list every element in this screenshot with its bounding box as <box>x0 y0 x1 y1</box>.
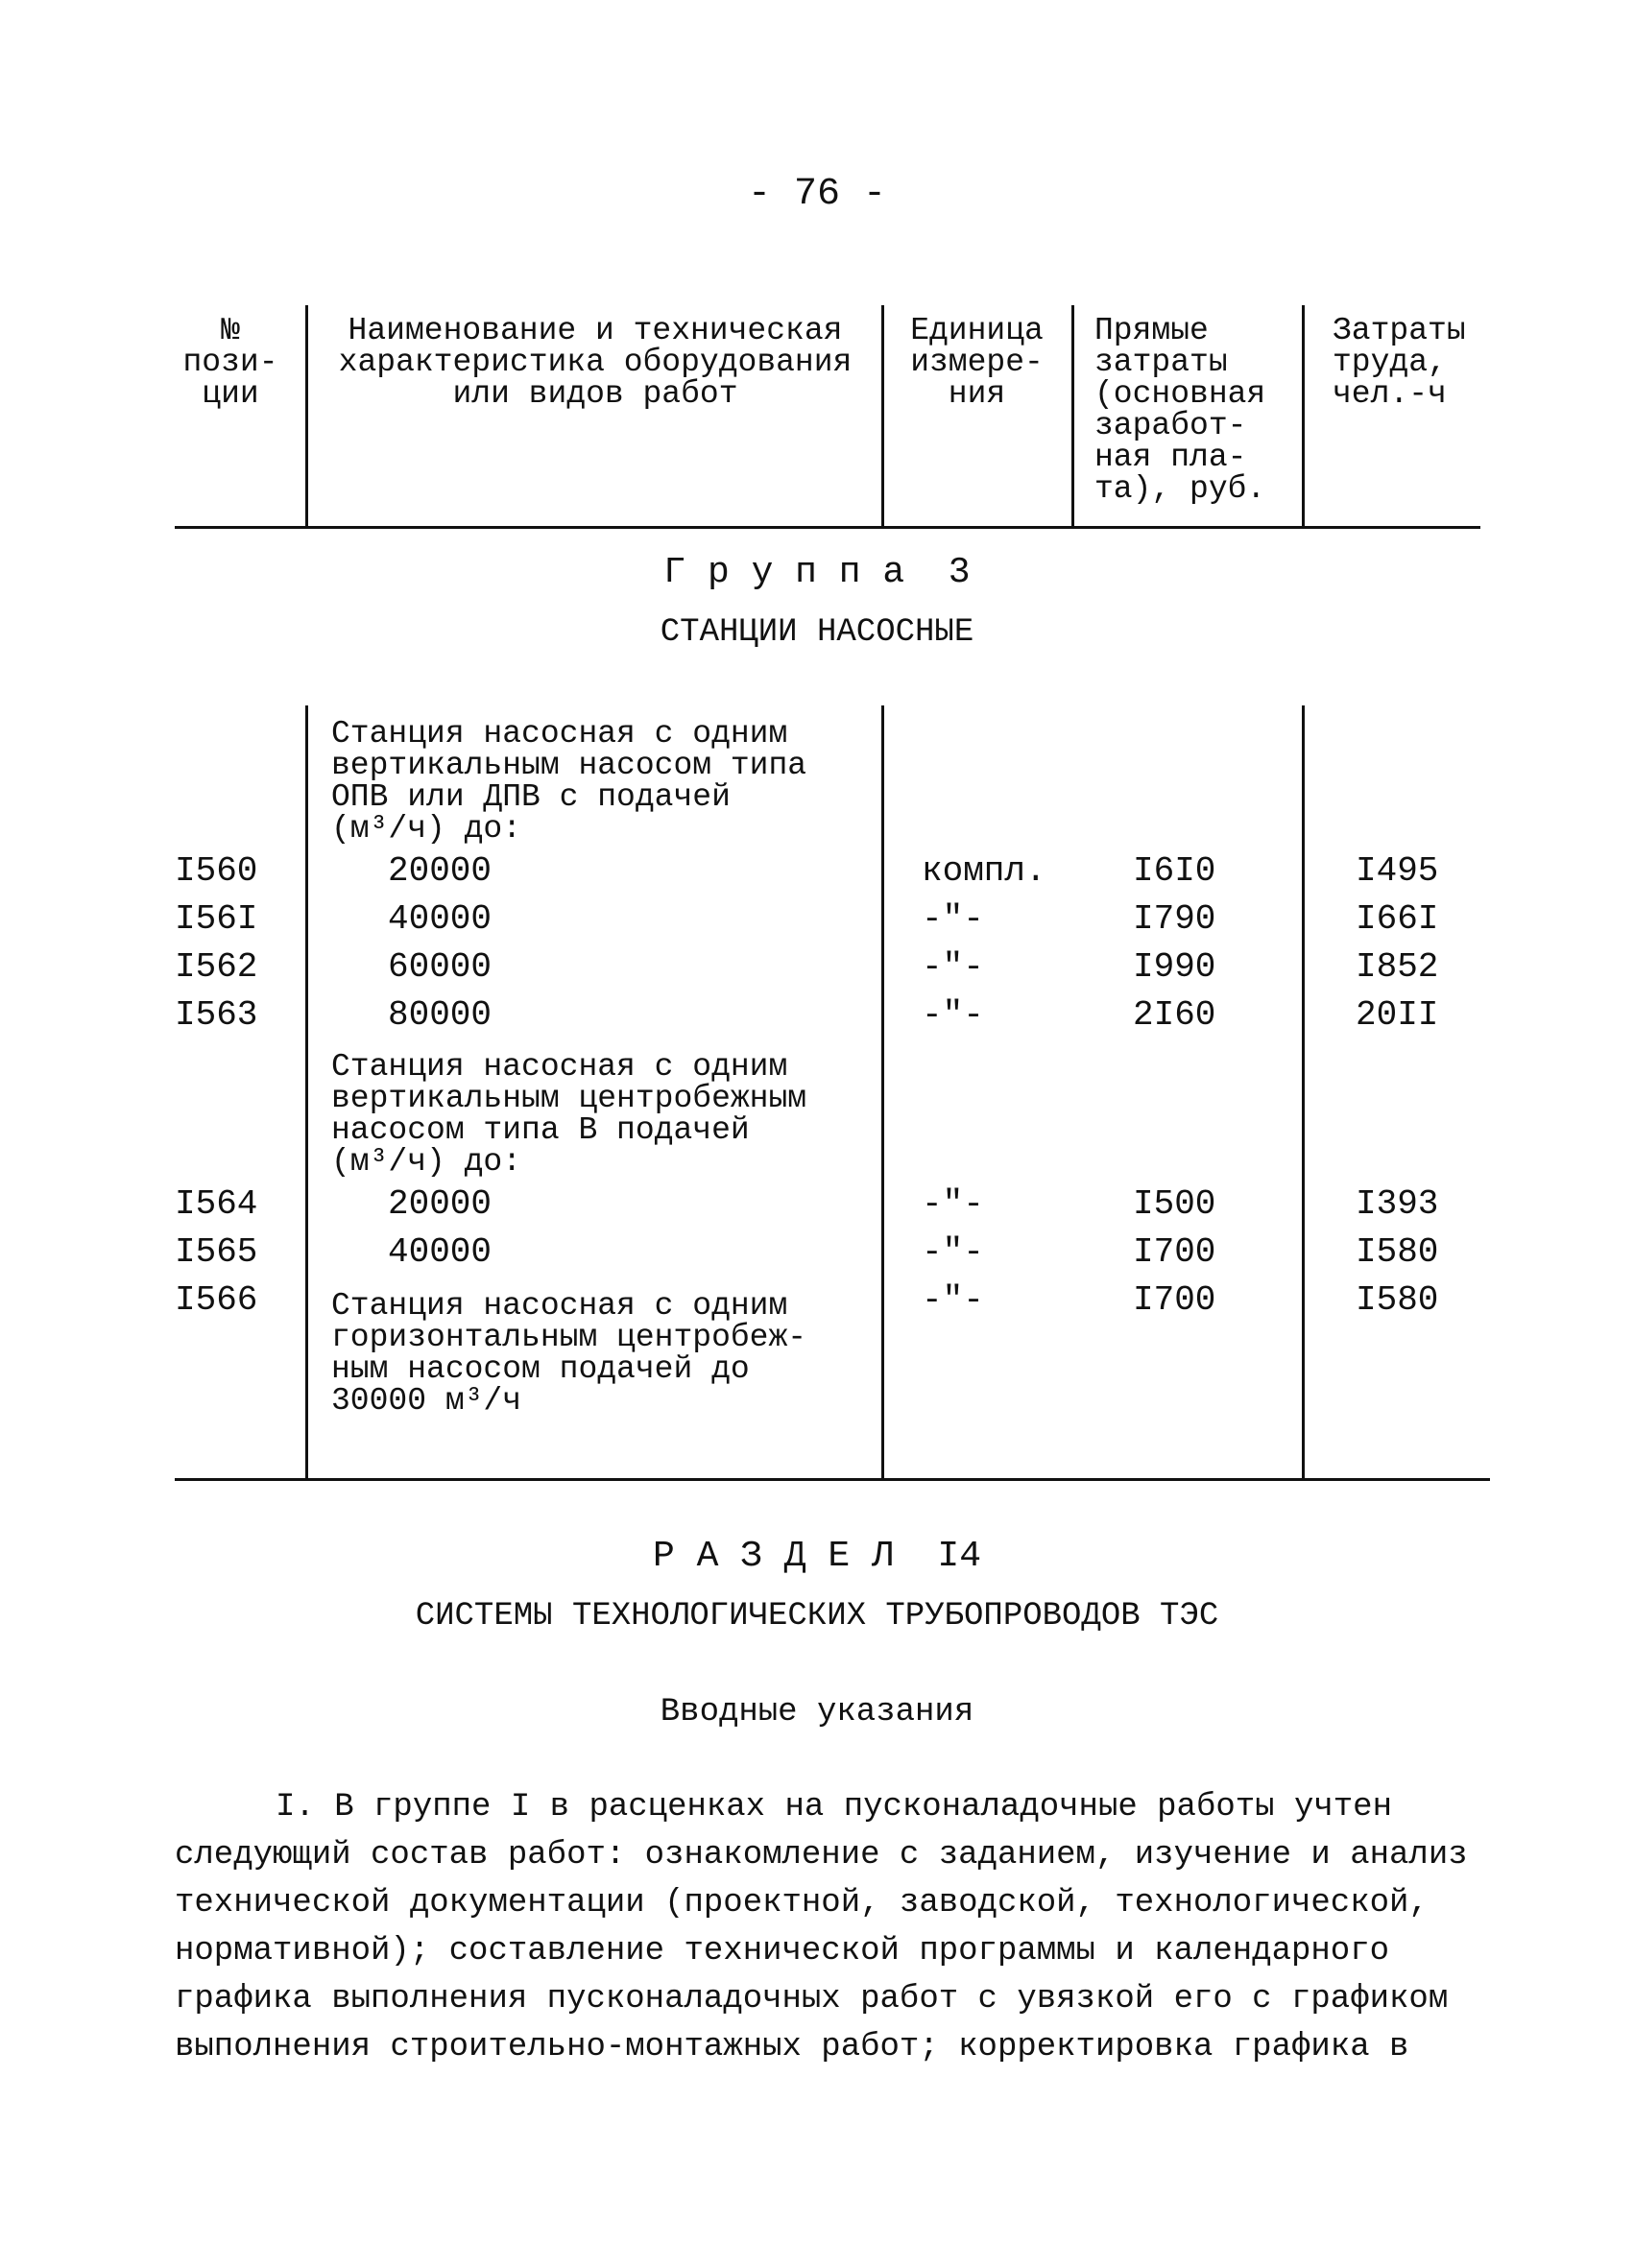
table-row <box>0 943 1634 991</box>
paragraph-line: I. В группе I в расценках на пусконаладочные работы учтен <box>276 1789 1392 1826</box>
table-row <box>0 991 1634 1039</box>
row-name: 20000 <box>388 851 493 891</box>
row-cost: 2I60 <box>1133 995 1216 1035</box>
row-cost: I500 <box>1133 1184 1216 1224</box>
row-position: I563 <box>175 995 258 1035</box>
group-title: Г р у п п а 3 <box>663 552 971 593</box>
table-bottom-rule <box>175 1478 1490 1481</box>
header-col-unit: Единица измере- ния <box>910 313 1044 412</box>
group-description-2: Станция насосная с одним вертикальным центробежным насосом типа В подачей (м³/ч) до: <box>331 1049 807 1180</box>
body-divider-1 <box>305 705 308 1481</box>
body-divider-2 <box>881 705 884 1481</box>
row-position: I565 <box>175 1232 258 1272</box>
row-cost: I990 <box>1133 947 1216 987</box>
header-col-position: № пози- ции <box>182 313 278 412</box>
row-name: 40000 <box>388 1232 493 1272</box>
row-unit: -"- <box>922 1232 984 1272</box>
table-row <box>0 1181 1634 1229</box>
paragraph-line: графика выполнения пусконаладочных работ с увязкой его с графиком <box>175 1981 1449 2017</box>
header-col-cost: Прямые затраты (основная заработ- ная пла- та), руб. <box>1094 313 1266 507</box>
group-subtitle: СТАНЦИИ НАСОСНЫЕ <box>660 614 974 651</box>
paragraph-line: технической документации (проектной, заводской, технологической, <box>175 1885 1429 1922</box>
row-unit: -"- <box>922 1184 984 1224</box>
paragraph-line: выполнения строительно-монтажных работ; корректировка графика в <box>175 2029 1409 2065</box>
row-position: I566 <box>175 1280 258 1320</box>
row-cost: I700 <box>1133 1280 1216 1320</box>
row-name: 40000 <box>388 899 493 939</box>
row-name: 60000 <box>388 947 493 987</box>
row-unit: -"- <box>922 1280 984 1320</box>
row-name: 20000 <box>388 1184 493 1224</box>
row-labor: I580 <box>1356 1280 1439 1320</box>
row-cost: I790 <box>1133 899 1216 939</box>
header-col-labor: Затраты труда, чел.-ч <box>1333 313 1466 412</box>
row-unit: компл. <box>922 851 1046 891</box>
table-row <box>0 895 1634 943</box>
row-position: I564 <box>175 1184 258 1224</box>
section-subtitle: СИСТЕМЫ ТЕХНОЛОГИЧЕСКИХ ТРУБОПРОВОДОВ ТЭС <box>415 1598 1219 1635</box>
body-divider-3 <box>1302 705 1305 1481</box>
paragraph-line: нормативной); составление технической программы и календарного <box>175 1933 1390 1970</box>
row-cost: I700 <box>1133 1232 1216 1272</box>
row-position: I560 <box>175 851 258 891</box>
row-labor: 20II <box>1356 995 1439 1035</box>
group-description-3: Станция насосная с одним горизонтальным центробеж- ным насосом подачей до 30000 м³/ч <box>331 1288 807 1419</box>
row-labor: I580 <box>1356 1232 1439 1272</box>
table-row <box>0 848 1634 895</box>
section-title: Р А З Д Е Л I4 <box>652 1536 982 1577</box>
paragraph-line: следующий состав работ: ознакомление с заданием, изучение и анализ <box>175 1837 1468 1874</box>
row-labor: I495 <box>1356 851 1439 891</box>
row-labor: I852 <box>1356 947 1439 987</box>
page-number: - 76 - <box>747 173 887 216</box>
intro-paragraph <box>175 1783 1500 2071</box>
row-cost: I6I0 <box>1133 851 1216 891</box>
header-col-name: Наименование и техническая характеристика оборудования или видов работ <box>338 313 853 412</box>
table-row <box>0 1229 1634 1277</box>
row-unit: -"- <box>922 995 984 1035</box>
row-position: I562 <box>175 947 258 987</box>
row-position: I56I <box>175 899 258 939</box>
intro-heading: Вводные указания <box>660 1694 974 1731</box>
row-name: 80000 <box>388 995 493 1035</box>
row-labor: I393 <box>1356 1184 1439 1224</box>
row-labor: I66I <box>1356 899 1439 939</box>
row-unit: -"- <box>922 947 984 987</box>
group-description-1: Станция насосная с одним вертикальным насосом типа ОПВ или ДПВ с подачей (м³/ч) до: <box>331 716 807 847</box>
row-unit: -"- <box>922 899 984 939</box>
